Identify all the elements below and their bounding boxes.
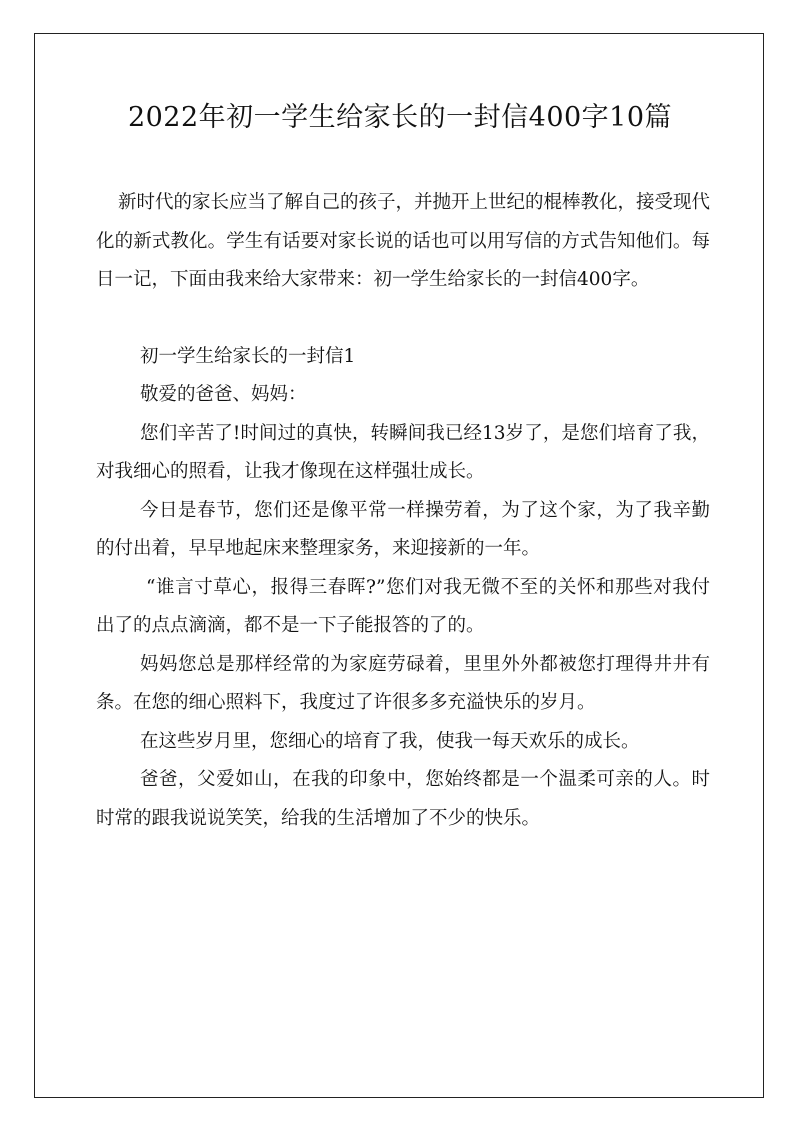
letter-paragraph: 爸爸，父爱如山，在我的印象中，您始终都是一个温柔可亲的人。时时常的跟我说说笑笑，给我的生活增加了不少的快乐。 [96, 769, 710, 829]
document-title: 2022年初一学生给家长的一封信400字10篇 [127, 102, 673, 133]
letter-heading: 初一学生给家长的一封信1 [140, 345, 356, 367]
letter-paragraph: 在这些岁月里，您细心的培育了我，使我一每天欢乐的成长。 [140, 730, 640, 752]
letter-paragraph: 您们辛苦了!时间过的真快，转瞬间我已经13岁了，是您们培育了我，对我细心的照看，让我才像现在这样强壮成长。 [96, 422, 710, 482]
letter-paragraph: 妈妈您总是那样经常的为家庭劳碌着，里里外外都被您打理得井井有条。在您的细心照料下，我度过了许很多多充溢快乐的岁月。 [96, 653, 710, 713]
letter-paragraph-quote: “谁言寸草心，报得三春晖?”您们对我无微不至的关怀和那些对我付出了的点点滴滴，都不是一下子能报答的了的。 [96, 576, 710, 636]
document-body [96, 184, 710, 838]
section-spacer [96, 300, 710, 338]
letter-paragraph: 今日是春节，您们还是像平常一样操劳着，为了这个家，为了我辛勤的付出着，早早地起床来整理家务，来迎接新的一年。 [96, 499, 710, 559]
intro-paragraph: 新时代的家长应当了解自己的孩子，并抛开上世纪的棍棒教化，接受现代化的新式教化。学生有话要对家长说的话也可以用写信的方式告知他们。每日一记，下面由我来给大家带来：初一学生给家长的一封信400字。 [96, 192, 711, 290]
letter-salutation: 敬爱的爸爸、妈妈： [140, 384, 307, 405]
